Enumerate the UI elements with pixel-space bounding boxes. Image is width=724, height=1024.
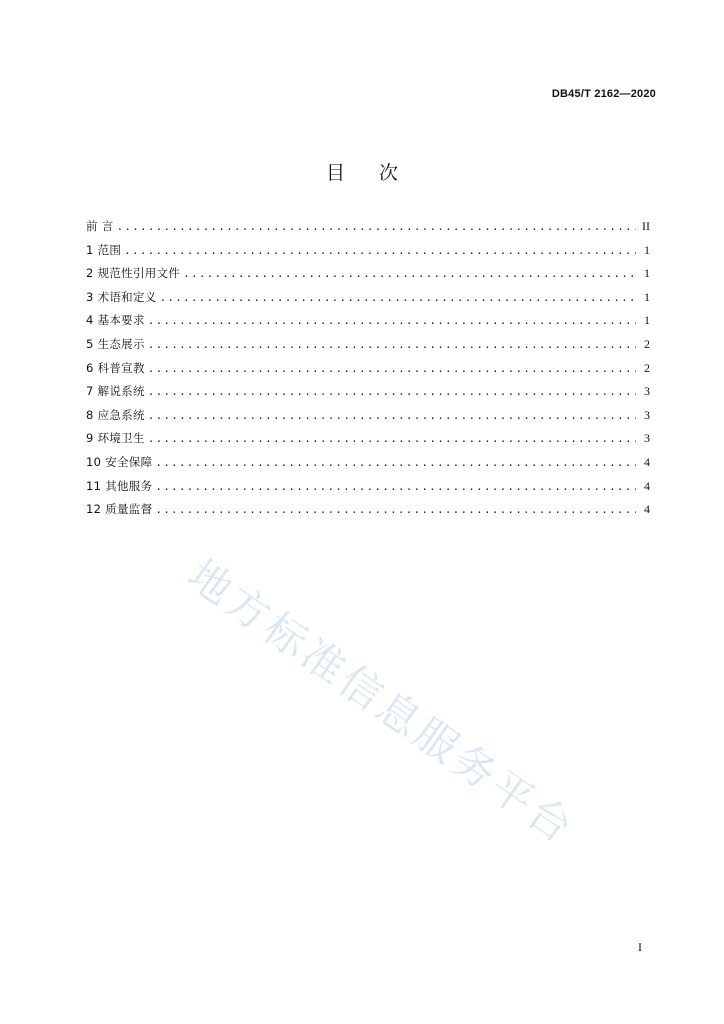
toc-entry-scope[interactable] (86, 242, 650, 266)
page-title: 目次 (325, 162, 432, 184)
toc-entry-environmental-hygiene[interactable] (86, 430, 650, 454)
dot-leader (155, 455, 636, 471)
dot-leader (148, 408, 636, 424)
toc-label: 前 言 (86, 219, 114, 233)
toc-label: 2 规范性引用文件 (86, 266, 181, 281)
toc-page-number: 2 (644, 336, 650, 351)
toc-page-number: 4 (644, 478, 650, 493)
toc-label: 12 质量监督 (86, 502, 153, 517)
dot-leader (124, 243, 636, 259)
toc-label: 3 术语和定义 (86, 289, 157, 304)
dot-leader (148, 313, 636, 329)
dot-leader (148, 337, 636, 353)
toc-label: 7 解说系统 (86, 384, 145, 399)
toc-entry-basic-requirements[interactable] (86, 312, 650, 336)
toc-label: 11 其他服务 (86, 478, 153, 493)
page-number: I (638, 940, 642, 954)
toc-entry-safety-assurance[interactable] (86, 454, 650, 478)
dot-leader (148, 384, 636, 400)
table-of-contents (86, 218, 650, 525)
toc-page-number: 4 (644, 502, 650, 517)
watermark: 地方标准信息服务平台 (179, 550, 585, 855)
toc-label: 1 范围 (86, 242, 122, 257)
dot-leader (148, 361, 636, 377)
toc-entry-science-education[interactable] (86, 360, 650, 384)
dot-leader (148, 431, 636, 447)
toc-page-number: 3 (644, 431, 650, 446)
toc-page-number: 3 (644, 407, 650, 422)
toc-page-number: 1 (644, 266, 650, 281)
toc-label: 4 基本要求 (86, 313, 145, 328)
toc-label: 8 应急系统 (86, 407, 145, 422)
toc-entry-ecological-display[interactable] (86, 336, 650, 360)
toc-page-number: 4 (644, 454, 650, 469)
toc-page-number: 2 (644, 360, 650, 375)
toc-label: 5 生态展示 (86, 336, 145, 351)
toc-entry-emergency-system[interactable] (86, 407, 650, 431)
toc-page-number: 1 (644, 289, 650, 304)
toc-entry-foreword[interactable] (86, 218, 650, 242)
toc-page-number: 1 (644, 313, 650, 328)
toc-page-number: 1 (644, 242, 650, 257)
toc-entry-quality-supervision[interactable] (86, 501, 650, 525)
toc-entry-other-services[interactable] (86, 478, 650, 502)
toc-page-number: 3 (644, 384, 650, 399)
toc-label: 10 安全保障 (86, 454, 153, 469)
dot-leader (117, 219, 636, 235)
dot-leader (160, 290, 636, 306)
toc-page-number: II (642, 219, 650, 233)
toc-label: 6 科普宣教 (86, 360, 145, 375)
document-code: DB45/T 2162—2020 (551, 88, 656, 100)
toc-entry-interpretation-system[interactable] (86, 383, 650, 407)
dot-leader (183, 266, 636, 282)
toc-label: 9 环境卫生 (86, 431, 145, 446)
dot-leader (155, 502, 636, 518)
dot-leader (155, 479, 636, 495)
toc-entry-normative-references[interactable] (86, 265, 650, 289)
toc-entry-terms-definitions[interactable] (86, 289, 650, 313)
